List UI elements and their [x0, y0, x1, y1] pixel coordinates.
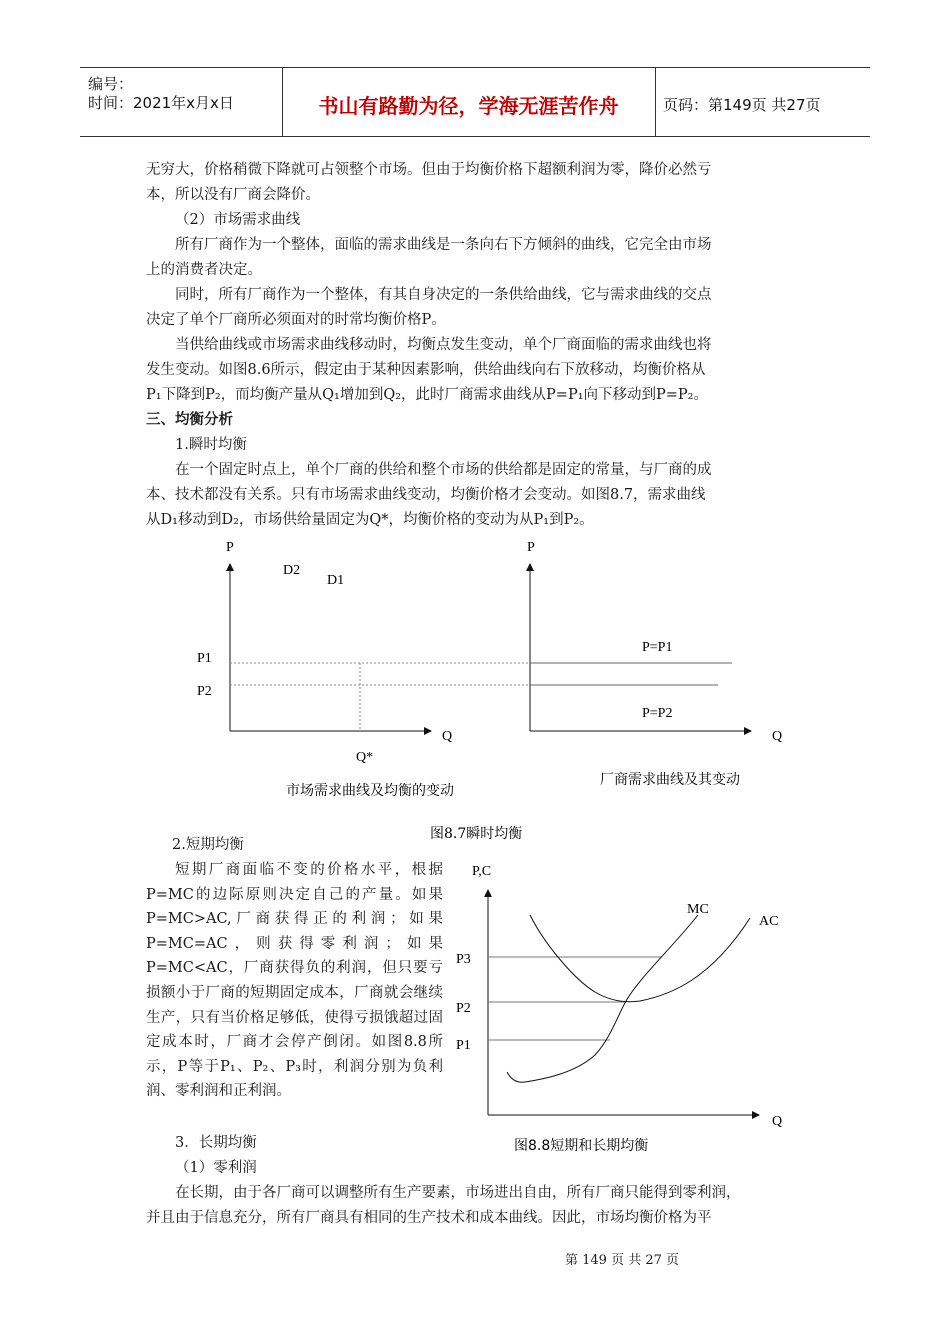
para-line: 本、技术都没有关系。只有市场需求曲线变动，均衡价格才会变动。如图8.7，需求曲线	[146, 487, 706, 503]
p3-label: P3	[456, 952, 471, 967]
page-footer: 第 149 页 共 27 页	[565, 1253, 680, 1268]
left-y-label: P	[226, 540, 234, 555]
para-line: P₁下降到P₂，而均衡产量从Q₁增加到Q₂，此时厂商需求曲线从P=P₁向下移动到P=P₂。	[146, 387, 708, 403]
sub-heading: （1）零利润	[175, 1160, 257, 1176]
short-run-paragraph: 短期厂商面临不变的价格水平，根据P=MC的边际原则决定自己的产量。如果P=MC>AC,厂商获得正的利润；如果P=MC=AC，则获得零利润；如果P=MC<AC，厂商获得负的利润，但只要亏损额小于厂商的短期固定成本，厂商就会继续生产，只有当价格足够低，使得亏损饿超过固定成本时，厂商才会停产倒闭。如图8.8所示，P等于P₁、P₂、P₃时，利润分别为负利润、零利润和正利润。	[146, 862, 443, 1100]
para-line: 同时，所有厂商作为一个整体，有其自身决定的一条供给曲线，它与需求曲线的交点	[175, 287, 712, 303]
header-divider-2	[655, 67, 656, 136]
qstar-label: Q*	[356, 750, 374, 765]
left-caption: 市场需求曲线及均衡的变动	[286, 783, 454, 799]
d1-label: D1	[327, 573, 345, 588]
para-line: 本，所以没有厂商会降价。	[146, 187, 320, 203]
ac-label: AC	[759, 914, 779, 929]
para-line: 在长期，由于各厂商可以调整所有生产要素，市场进出自由，所有厂商只能得到零利润，	[175, 1185, 741, 1201]
right-caption: 厂商需求曲线及其变动	[600, 772, 740, 788]
header-rule-top	[80, 67, 870, 68]
p1-label: P1	[456, 1038, 471, 1053]
sub-heading: 2.短期均衡	[172, 837, 244, 853]
sub-heading: 1.瞬时均衡	[175, 437, 247, 453]
p1-label: P1	[197, 651, 212, 666]
pp2-label: P=P2	[642, 706, 673, 721]
pp1-label: P=P1	[642, 640, 673, 655]
sub-heading: 3．长期均衡	[175, 1135, 257, 1151]
left-x-label: Q	[442, 729, 453, 744]
para-line: 从D₁移动到D₂，市场供给量固定为Q*，均衡价格的变动为从P₁到P₂。	[146, 512, 594, 528]
ac-curve	[530, 915, 750, 1002]
para-line: 当供给曲线或市场需求曲线移动时，均衡点发生变动，单个厂商面临的需求曲线也将	[175, 337, 712, 353]
d2-label: D2	[283, 563, 301, 578]
para-line: 所有厂商作为一个整体，面临的需求曲线是一条向右下方倾斜的曲线，它完全由市场	[175, 237, 712, 253]
para-line: 在一个固定时点上，单个厂商的供给和整个市场的供给都是固定的常量，与厂商的成	[175, 462, 712, 478]
right-x-label: Q	[772, 729, 783, 744]
figure-8-7	[180, 535, 800, 840]
figure-caption: 图8.8短期和长期均衡	[514, 1138, 649, 1154]
figure-8-8	[450, 855, 800, 1160]
para-line: 并且由于信息充分，所有厂商具有相同的生产技术和成本曲线。因此，市场均衡价格为平	[146, 1210, 712, 1226]
section-heading: 三、均衡分析	[146, 412, 233, 428]
para-line: 发生变动。如图8.6所示，假定由于某种因素影响，供给曲线向右下放移动，均衡价格从	[146, 362, 706, 378]
header-rule-bottom	[80, 136, 870, 137]
mc-label: MC	[687, 902, 709, 917]
y-label: P,C	[472, 864, 492, 879]
time-label: 时间：2021年x月x日	[88, 94, 234, 112]
number-label: 编号：	[88, 75, 134, 93]
mc-curve	[507, 915, 698, 1082]
para-line: 上的消费者决定。	[146, 262, 262, 278]
x-label: Q	[772, 1114, 783, 1129]
sub-heading: （2）市场需求曲线	[175, 212, 301, 228]
right-y-label: P	[527, 540, 535, 555]
p2-label: P2	[197, 684, 212, 699]
motto: 书山有路勤为径，学海无涯苦作舟	[318, 94, 619, 118]
p2-label: P2	[456, 1001, 471, 1016]
page-code: 页码：第149页 共27页	[663, 96, 821, 114]
para-line: 决定了单个厂商所必须面对的时常均衡价格P。	[146, 312, 446, 328]
para-line: 无穷大，价格稍微下降就可占领整个市场。但由于均衡价格下超额利润为零，降价必然亏	[146, 162, 712, 178]
figure-caption: 图8.7瞬时均衡	[430, 826, 523, 840]
